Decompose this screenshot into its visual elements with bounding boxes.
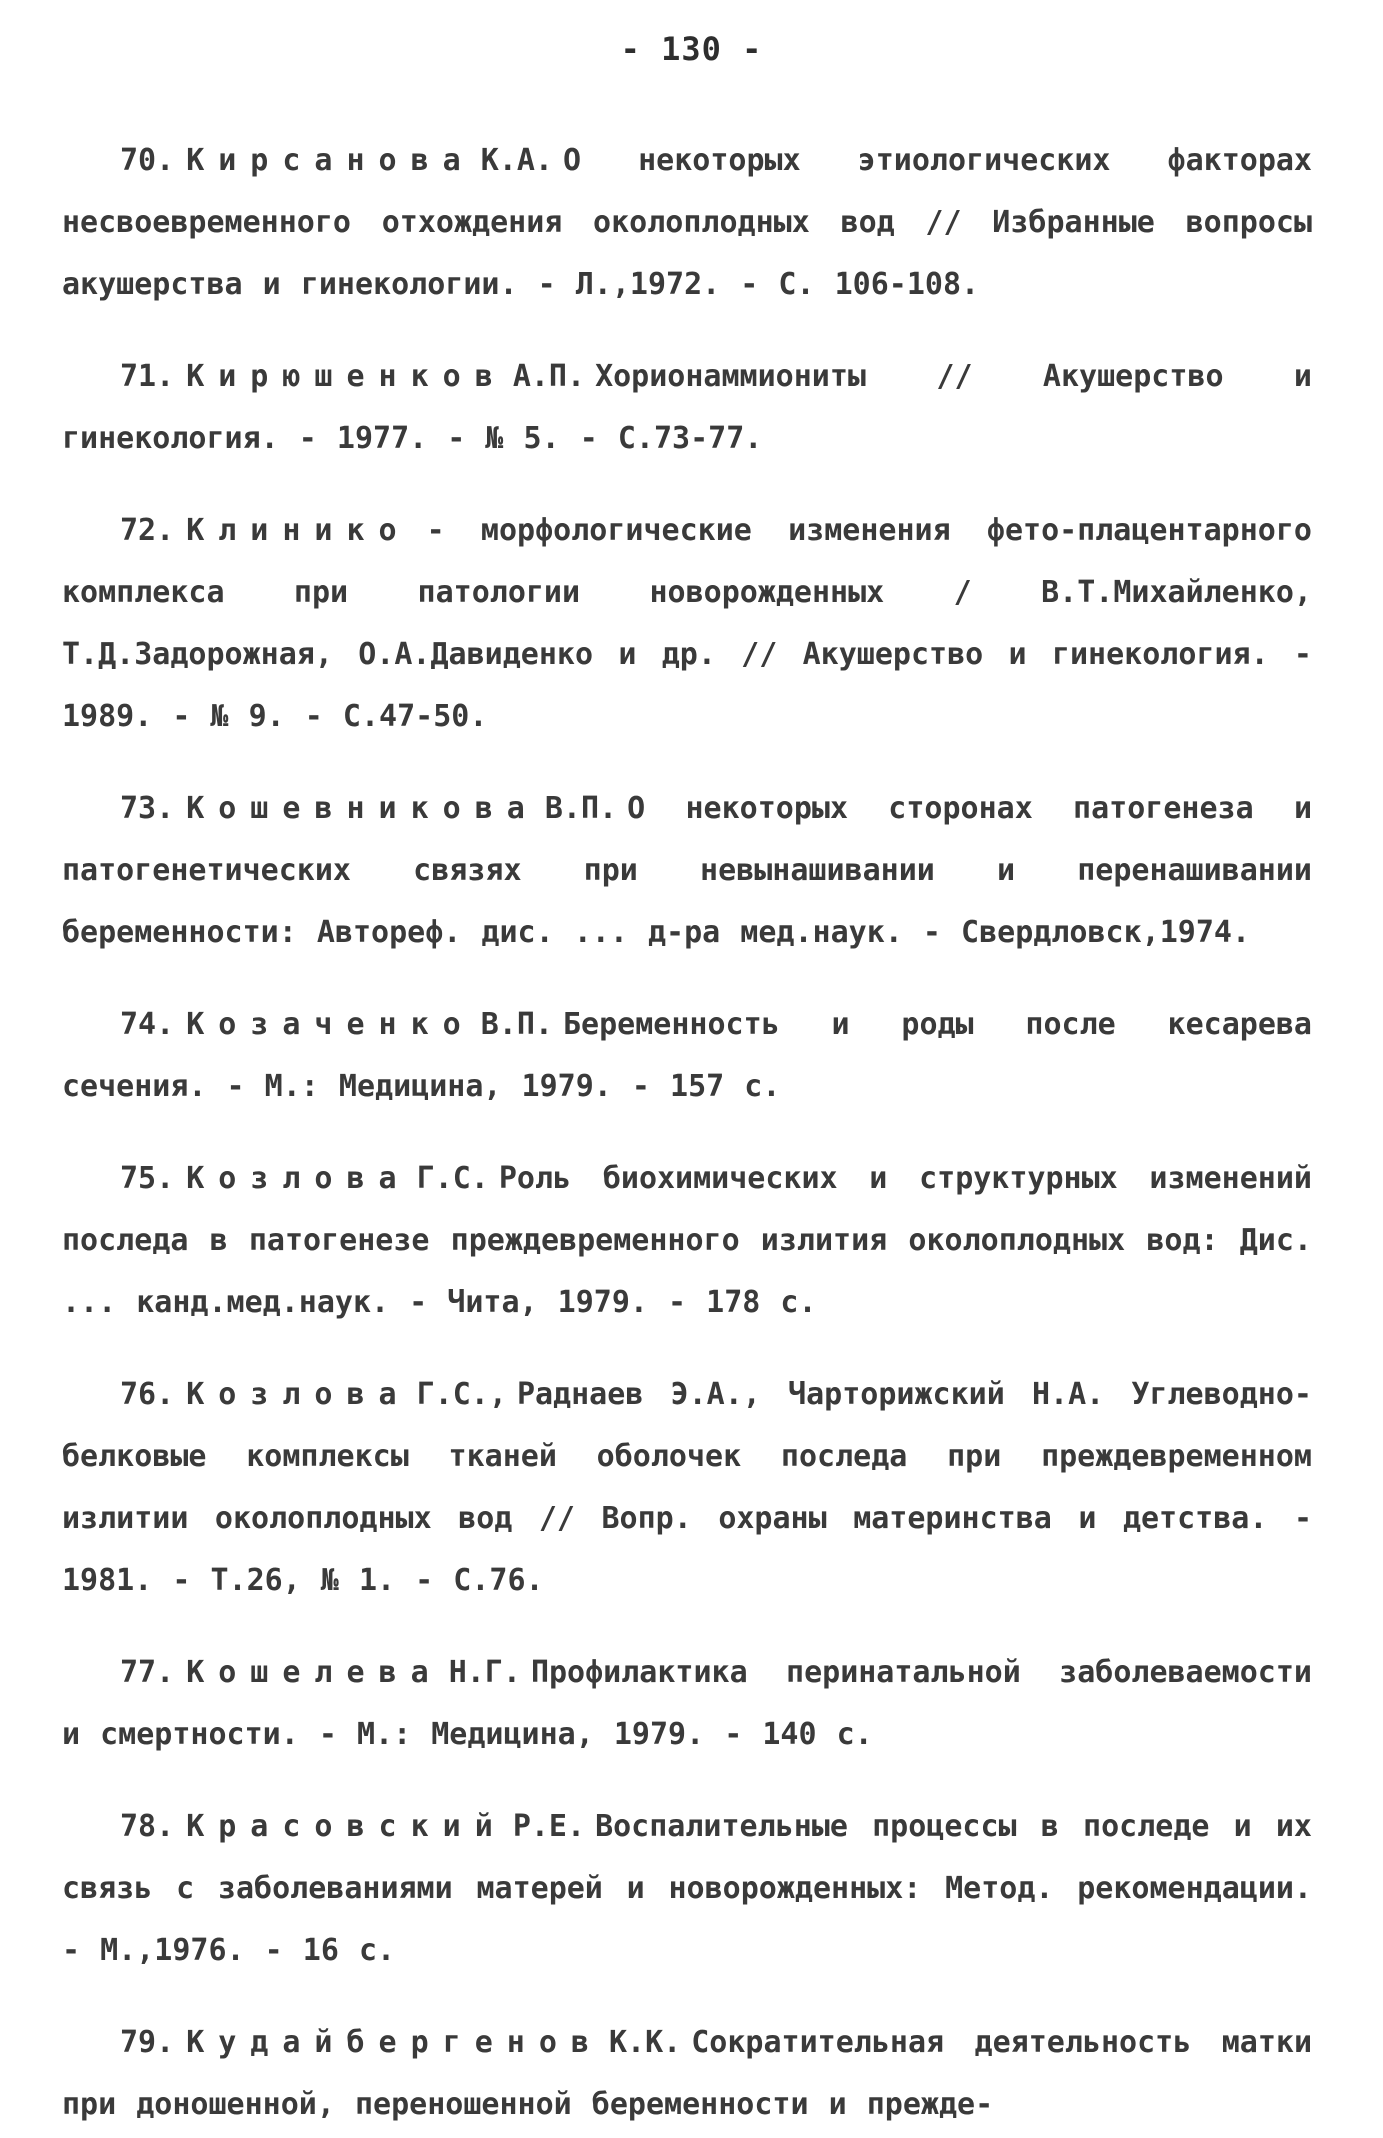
entry-number: 72. — [120, 513, 175, 548]
page-number: - 130 - — [620, 30, 763, 68]
entry-number: 73. — [120, 791, 175, 826]
bibliography-entry — [62, 778, 1312, 964]
entry-text: Раднаев Э.А., Чарторижский Н.А. Углеводно-белковые комплексы тканей оболочек последа при преждевременном излитии околоплодных вод // Вопр. охраны материнства и детства. - 1981. - Т.26, № 1. - С.76. — [62, 1377, 1312, 1598]
entry-initials: А.П. — [512, 359, 586, 394]
entry-number: 76. — [120, 1377, 175, 1412]
entry-number: 75. — [120, 1161, 175, 1196]
bibliography-entry — [62, 346, 1312, 470]
entry-text: Беременность и роды после кесарева сечения. - М.: Медицина, 1979. - 157 с. — [62, 1007, 1312, 1104]
entry-initials: Г.С., — [416, 1377, 507, 1412]
entry-number: 74. — [120, 1007, 175, 1042]
entry-initials: К.А. — [480, 143, 553, 178]
entry-text: Роль биохимических и структурных изменений последа в патогенезе преждевременного излития околоплодных вод: Дис. ... канд.мед.наук. - Чита, 1979. - 178 с. — [62, 1161, 1312, 1320]
entry-text: Профилактика перинатальной заболеваемости и смертности. - М.: Медицина, 1979. - 140 с. — [62, 1655, 1312, 1752]
bibliography-list — [62, 100, 1312, 2138]
bibliography-entry — [62, 1148, 1312, 1334]
entry-author: Кошевникова — [186, 791, 539, 826]
entry-initials: Н.Г. — [448, 1655, 521, 1690]
entry-initials: В.П. — [480, 1007, 553, 1042]
entry-author: Кирсанова — [186, 143, 475, 178]
entry-initials: В.П. — [544, 791, 618, 826]
entry-text: О некоторых сторонах патогенеза и патогенетических связях при невынашивании и перенашивании беременности: Автореф. дис. ... д-ра мед.наук. - Свердловск,1974. — [62, 791, 1312, 950]
entry-author: Кирюшенков — [186, 359, 507, 394]
entry-text: - морфологические изменения фето-плацентарного комплекса при патологии новорожденных / В.Т.Михайленко, Т.Д.Задорожная, О.А.Давиденко и др. // Акушерство и гинекология. - 1989. - № 9. - С.47-50. — [62, 513, 1312, 734]
entry-number: 77. — [120, 1655, 175, 1690]
entry-number: 71. — [120, 359, 175, 394]
entry-initials: Р.Е. — [512, 1809, 586, 1844]
entry-number: 79. — [120, 2025, 175, 2060]
entry-text: Сократительная деятельность матки при доношенной, переношенной беременности и прежде- — [62, 2025, 1312, 2122]
entry-author: Кудайбергенов — [186, 2025, 603, 2060]
bibliography-entry — [62, 1364, 1312, 1612]
entry-author: Козаченко — [186, 1007, 475, 1042]
entry-author: Козлова — [186, 1377, 411, 1412]
entry-number: 78. — [120, 1809, 175, 1844]
bibliography-entry — [62, 500, 1312, 748]
entry-author: Козлова — [186, 1161, 411, 1196]
entry-text: Воспалительные процессы в последе и их связь с заболеваниями матерей и новорожденных: Метод. рекомендации. - М.,1976. - 16 с. — [62, 1809, 1312, 1968]
bibliography-entry — [62, 994, 1312, 1118]
entry-initials: Г.С. — [416, 1161, 489, 1196]
entry-author: Кошелева — [186, 1655, 443, 1690]
bibliography-entry — [62, 2012, 1312, 2136]
bibliography-entry — [62, 1796, 1312, 1982]
entry-author: Клинико — [186, 513, 411, 548]
bibliography-entry — [62, 1642, 1312, 1766]
entry-initials: К.К. — [609, 2025, 682, 2060]
entry-text: Хорионаммиониты // Акушерство и гинекология. - 1977. - № 5. - С.73-77. — [62, 359, 1312, 456]
entry-author: Красовский — [186, 1809, 507, 1844]
bibliography-entry — [62, 130, 1312, 316]
entry-text: О некоторых этиологических факторах несвоевременного отхождения околоплодных вод // Избранные вопросы акушерства и гинекологии. - Л.,1972. - С. 106-108. — [62, 143, 1312, 302]
entry-number: 70. — [120, 143, 175, 178]
